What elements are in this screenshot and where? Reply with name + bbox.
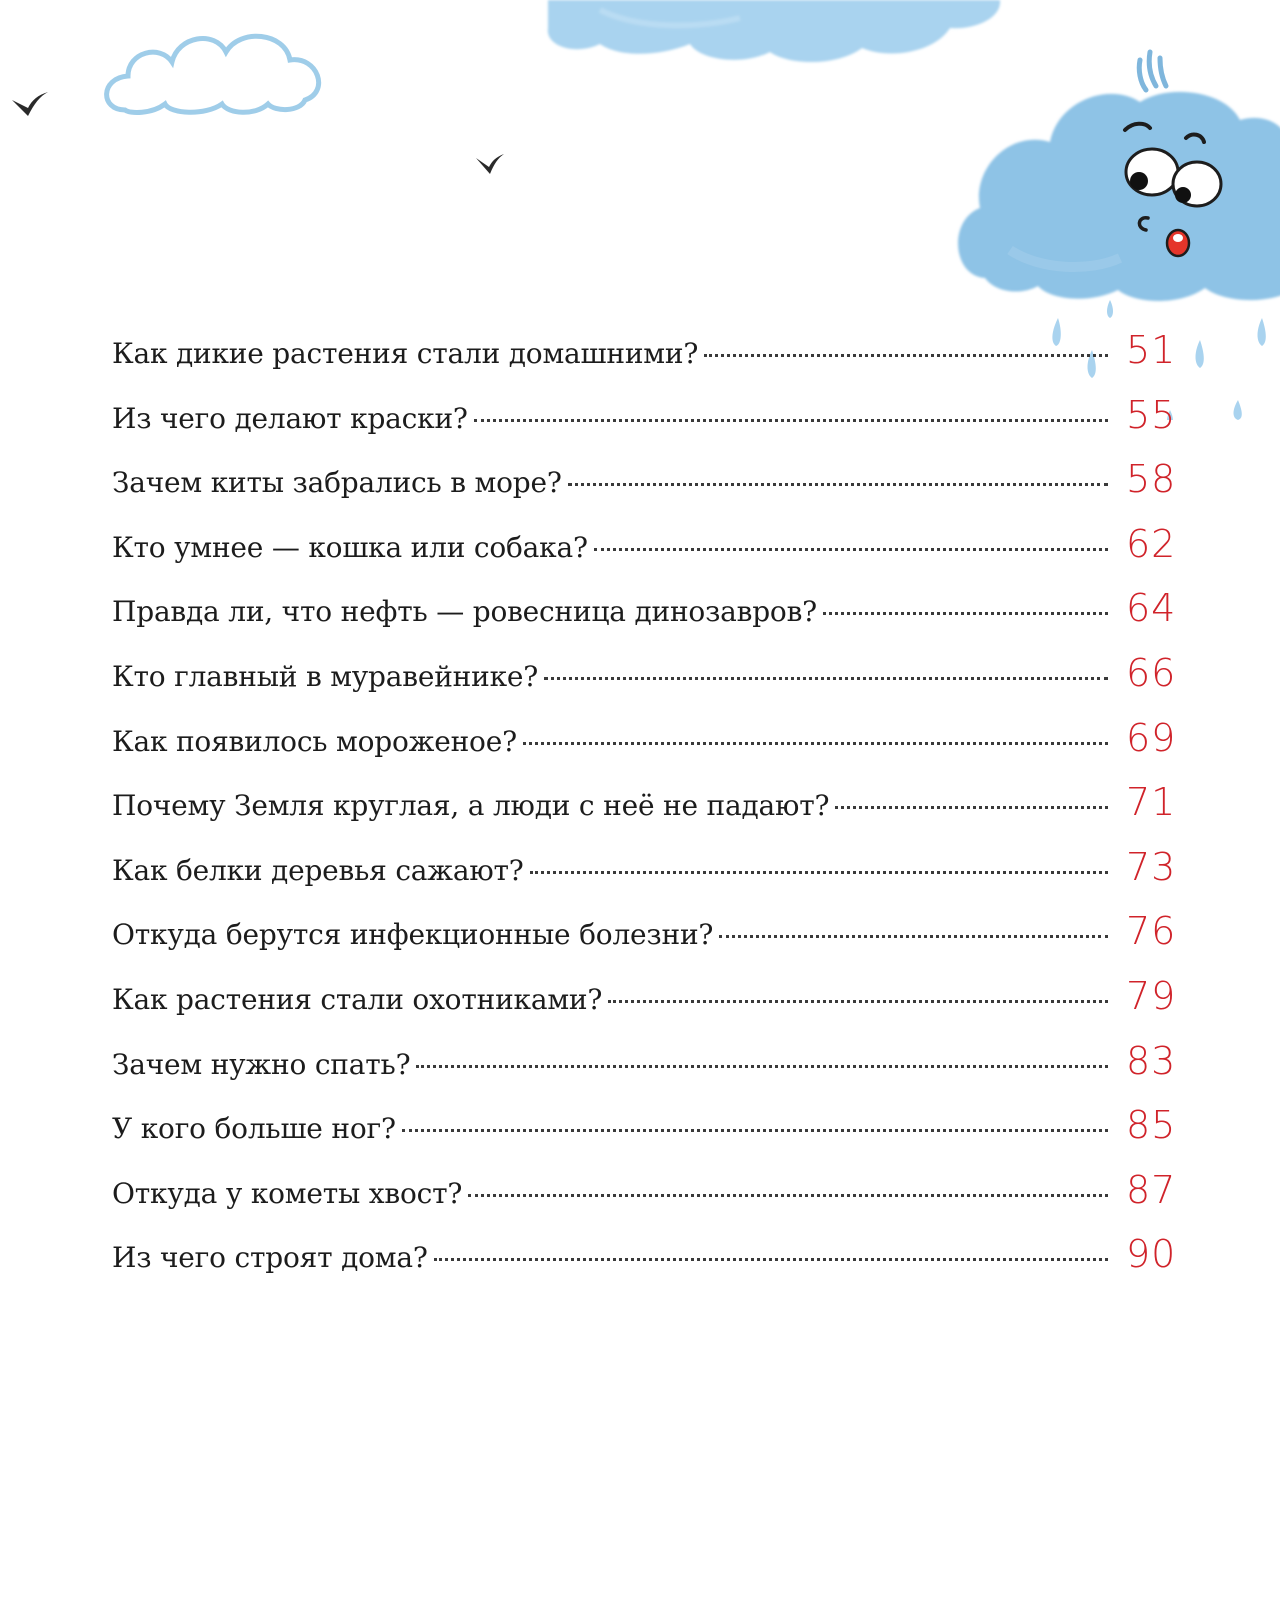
toc-entry[interactable] <box>112 586 1177 651</box>
toc-entry-title: Как появилось мороженое? <box>112 724 517 758</box>
dot-leader <box>568 483 1108 486</box>
toc-entry-page: 66 <box>1126 650 1177 695</box>
toc-entry[interactable] <box>112 715 1177 781</box>
toc-entry-title: Кто умнее — кошка или собака? <box>112 530 588 564</box>
dot-leader <box>594 548 1108 551</box>
cloud-band-icon <box>548 0 1000 62</box>
toc-entry-title: Как дикие растения стали домашними? <box>112 337 699 370</box>
dot-leader <box>434 1258 1108 1261</box>
dot-leader <box>823 612 1108 615</box>
toc-entry-page: 90 <box>1126 1232 1177 1277</box>
dot-leader <box>523 742 1108 745</box>
toc-entry-title: Как белки деревья сажают? <box>112 853 524 887</box>
toc-entry-title: У кого больше ног? <box>112 1112 396 1146</box>
dot-leader <box>402 1129 1108 1132</box>
toc-entry-page: 71 <box>1126 780 1177 825</box>
toc-entry-title: Откуда берутся инфекционные болезни? <box>112 918 714 952</box>
toc-entry-title: Как растения стали охотниками? <box>112 982 603 1016</box>
toc-entry[interactable] <box>112 457 1177 522</box>
toc-entry[interactable] <box>112 1167 1177 1233</box>
dot-leader <box>704 354 1108 357</box>
toc-entry[interactable] <box>112 521 1177 587</box>
toc-entry-page: 58 <box>1126 457 1177 502</box>
toc-entry-title: Кто главный в муравейнике? <box>112 659 539 693</box>
toc-entry-title: Зачем нужно спать? <box>112 1047 411 1081</box>
toc-entry[interactable] <box>112 780 1177 845</box>
toc-entry-page: 73 <box>1126 844 1177 889</box>
dot-leader <box>835 806 1108 809</box>
toc-entry-title: Из чего строят дома? <box>112 1241 428 1275</box>
toc-entry-title: Правда ли, что нефть — ровесница динозавров? <box>112 595 817 629</box>
toc-entry[interactable] <box>112 844 1177 910</box>
toc-entry-page: 87 <box>1126 1167 1177 1212</box>
table-of-contents <box>112 328 1177 1297</box>
toc-entry[interactable] <box>112 650 1177 716</box>
dot-leader <box>416 1065 1108 1068</box>
toc-entry-title: Откуда у кометы хвост? <box>112 1176 463 1210</box>
toc-entry-page: 62 <box>1126 521 1177 566</box>
toc-entry-page: 69 <box>1126 715 1177 760</box>
toc-entry[interactable] <box>112 973 1177 1039</box>
toc-entry[interactable] <box>112 1103 1177 1168</box>
cloud-outline-icon <box>107 36 319 112</box>
toc-entry-page: 85 <box>1126 1103 1177 1148</box>
toc-entry-page: 76 <box>1126 909 1177 954</box>
dot-leader <box>468 1194 1108 1197</box>
toc-entry-page: 64 <box>1126 586 1177 631</box>
dot-leader <box>474 419 1108 422</box>
toc-entry-page: 83 <box>1126 1038 1177 1083</box>
toc-entry-title: Из чего делают краски? <box>112 401 468 435</box>
dot-leader <box>608 1000 1108 1003</box>
bird-icon <box>12 92 48 116</box>
toc-entry-page: 51 <box>1126 328 1177 372</box>
toc-entry-page: 55 <box>1126 392 1177 437</box>
toc-entry-page: 79 <box>1126 973 1177 1018</box>
toc-entry[interactable] <box>112 1038 1177 1104</box>
toc-entry[interactable] <box>112 328 1177 393</box>
bird-icon <box>476 154 504 174</box>
toc-entry-title: Почему Земля круглая, а люди с неё не падают? <box>112 789 830 823</box>
cloud-character-icon <box>958 52 1280 301</box>
toc-entry[interactable] <box>112 1232 1177 1297</box>
dot-leader <box>544 677 1108 680</box>
toc-entry[interactable] <box>112 909 1177 974</box>
dot-leader <box>719 935 1108 938</box>
dot-leader <box>530 871 1108 874</box>
toc-entry[interactable] <box>112 392 1177 458</box>
toc-entry-title: Зачем киты забрались в море? <box>112 466 562 500</box>
